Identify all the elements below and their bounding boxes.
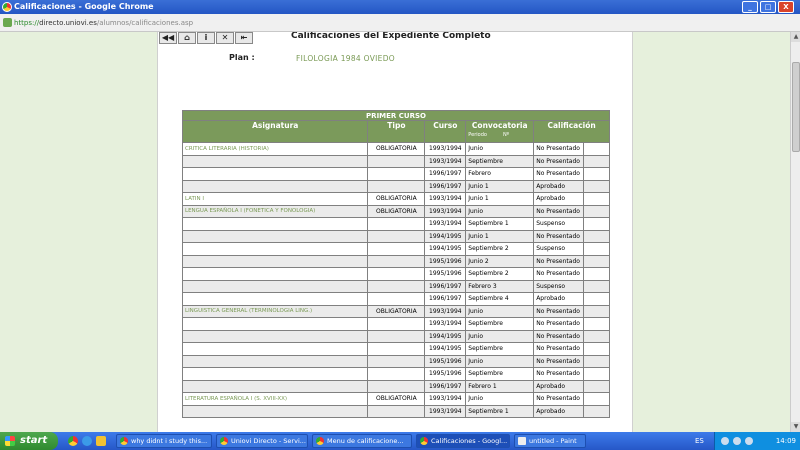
cell-asignatura xyxy=(183,168,368,181)
cell-extra xyxy=(584,343,610,356)
cell-calificacion: No Presentado xyxy=(534,143,584,156)
cell-tipo xyxy=(368,268,425,281)
cell-calificacion: No Presentado xyxy=(534,318,584,331)
cell-tipo xyxy=(368,230,425,243)
cell-tipo xyxy=(368,380,425,393)
cell-calificacion: No Presentado xyxy=(534,368,584,381)
cell-asignatura xyxy=(183,330,368,343)
cell-asignatura xyxy=(183,380,368,393)
info-icon[interactable]: i xyxy=(197,32,215,44)
cell-convocatoria: Febrero 3 xyxy=(466,280,534,293)
maximize-button[interactable]: □ xyxy=(760,1,776,13)
exit-icon[interactable]: ⇤ xyxy=(235,32,253,44)
cell-tipo: OBLIGATORIA xyxy=(368,305,425,318)
cell-extra xyxy=(584,168,610,181)
table-row xyxy=(183,305,610,318)
header-tipo: Tipo xyxy=(368,121,425,143)
cell-calificacion: No Presentado xyxy=(534,305,584,318)
table-row xyxy=(183,293,610,306)
cell-extra xyxy=(584,318,610,331)
windows-flag-icon xyxy=(5,436,15,446)
header-curso: Curso xyxy=(425,121,466,143)
cell-curso: 1994/1995 xyxy=(425,330,466,343)
cell-tipo xyxy=(368,343,425,356)
volume-tray-icon[interactable] xyxy=(745,437,753,445)
chrome-icon xyxy=(2,2,12,12)
cell-convocatoria: Septiembre xyxy=(466,343,534,356)
cell-asignatura xyxy=(183,230,368,243)
chrome-icon xyxy=(120,437,128,445)
cell-extra xyxy=(584,355,610,368)
window-title: Calificaciones - Google Chrome xyxy=(14,2,154,11)
cell-asignatura: CRITICA LITERARIA (HISTORIA) xyxy=(183,143,368,156)
cell-calificacion: No Presentado xyxy=(534,230,584,243)
cell-curso: 1993/1994 xyxy=(425,393,466,406)
table-row xyxy=(183,205,610,218)
cell-asignatura xyxy=(183,293,368,306)
table-row xyxy=(183,243,610,256)
taskbar-task-2[interactable] xyxy=(312,434,412,448)
ie-quicklaunch-icon[interactable] xyxy=(82,436,92,446)
cell-calificacion: No Presentado xyxy=(534,268,584,281)
page-toolbar xyxy=(159,32,253,44)
cell-calificacion: Aprobado xyxy=(534,293,584,306)
cell-curso: 1994/1995 xyxy=(425,343,466,356)
cell-asignatura xyxy=(183,368,368,381)
cell-asignatura xyxy=(183,268,368,281)
cell-tipo xyxy=(368,330,425,343)
scroll-down-icon[interactable]: ▼ xyxy=(791,422,800,432)
header-calificacion: Calificación xyxy=(534,121,610,143)
chrome-icon xyxy=(420,437,428,445)
cell-extra xyxy=(584,143,610,156)
cell-asignatura xyxy=(183,355,368,368)
table-row xyxy=(183,393,610,406)
cell-convocatoria: Septiembre xyxy=(466,318,534,331)
page-viewport xyxy=(0,32,800,432)
table-row xyxy=(183,368,610,381)
cell-curso: 1996/1997 xyxy=(425,293,466,306)
taskbar-task-0[interactable] xyxy=(116,434,212,448)
cell-asignatura: LATIN I xyxy=(183,193,368,206)
cell-extra xyxy=(584,293,610,306)
close-window-button[interactable]: X xyxy=(778,1,794,13)
taskbar-task-4[interactable] xyxy=(514,434,586,448)
cell-calificacion: No Presentado xyxy=(534,168,584,181)
cell-extra xyxy=(584,405,610,418)
cell-convocatoria: Septiembre 2 xyxy=(466,243,534,256)
cell-curso: 1993/1994 xyxy=(425,193,466,206)
cell-convocatoria: Septiembre xyxy=(466,368,534,381)
cell-tipo: OBLIGATORIA xyxy=(368,143,425,156)
cell-curso: 1995/1996 xyxy=(425,268,466,281)
cell-calificacion: No Presentado xyxy=(534,255,584,268)
table-row xyxy=(183,218,610,231)
cell-curso: 1993/1994 xyxy=(425,218,466,231)
cell-tipo xyxy=(368,243,425,256)
cell-curso: 1993/1994 xyxy=(425,205,466,218)
table-row xyxy=(183,268,610,281)
cell-curso: 1993/1994 xyxy=(425,318,466,331)
cell-tipo: OBLIGATORIA xyxy=(368,393,425,406)
cell-extra xyxy=(584,230,610,243)
page-title: Calificaciones del Expediente Completo xyxy=(291,32,491,41)
cell-tipo: OBLIGATORIA xyxy=(368,205,425,218)
cell-extra xyxy=(584,155,610,168)
cell-convocatoria: Junio 1 xyxy=(466,180,534,193)
cell-tipo xyxy=(368,368,425,381)
cell-curso: 1994/1995 xyxy=(425,230,466,243)
table-row xyxy=(183,155,610,168)
chrome-quicklaunch-icon[interactable] xyxy=(68,436,78,446)
cell-curso: 1996/1997 xyxy=(425,380,466,393)
window-title-bar xyxy=(0,0,800,14)
cell-convocatoria: Septiembre xyxy=(466,155,534,168)
cell-extra xyxy=(584,393,610,406)
cell-tipo xyxy=(368,168,425,181)
scroll-up-icon[interactable]: ▲ xyxy=(791,32,800,42)
cell-curso: 1995/1996 xyxy=(425,368,466,381)
cell-calificacion: Aprobado xyxy=(534,193,584,206)
scrollbar-thumb[interactable] xyxy=(792,62,800,152)
cell-convocatoria: Junio xyxy=(466,205,534,218)
cell-tipo xyxy=(368,155,425,168)
task-label: Uniovi Directo - Servi... xyxy=(231,437,306,445)
task-label: untitled - Paint xyxy=(529,437,577,445)
cell-calificacion: Suspenso xyxy=(534,280,584,293)
table-row xyxy=(183,193,610,206)
vertical-scrollbar[interactable] xyxy=(790,32,800,432)
cell-curso: 1996/1997 xyxy=(425,280,466,293)
cell-tipo: OBLIGATORIA xyxy=(368,193,425,206)
cell-convocatoria: Junio xyxy=(466,305,534,318)
cell-curso: 1995/1996 xyxy=(425,255,466,268)
header-numero: Nº xyxy=(502,132,510,138)
course-title: PRIMER CURSO xyxy=(183,111,610,121)
grades-body xyxy=(183,143,610,418)
cell-extra xyxy=(584,255,610,268)
cell-extra xyxy=(584,268,610,281)
header-convocatoria: Convocatoria Periodo Nº xyxy=(466,121,534,143)
table-row xyxy=(183,355,610,368)
cell-tipo xyxy=(368,180,425,193)
cell-asignatura: LITERATURA ESPAÑOLA I (S. XVIII-XX) xyxy=(183,393,368,406)
table-row xyxy=(183,343,610,356)
cell-asignatura xyxy=(183,155,368,168)
cell-asignatura xyxy=(183,243,368,256)
close-icon[interactable]: ✕ xyxy=(216,32,234,44)
cell-curso: 1993/1994 xyxy=(425,305,466,318)
cell-asignatura xyxy=(183,405,368,418)
task-label: Menu de calificacione... xyxy=(327,437,404,445)
table-row xyxy=(183,143,610,156)
cell-calificacion: No Presentado xyxy=(534,155,584,168)
cell-extra xyxy=(584,305,610,318)
header-periodo: Periodo xyxy=(468,132,487,138)
table-row xyxy=(183,168,610,181)
start-button[interactable]: start xyxy=(0,432,58,450)
cell-calificacion: No Presentado xyxy=(534,343,584,356)
table-row xyxy=(183,230,610,243)
cell-asignatura xyxy=(183,180,368,193)
help-tray-icon[interactable] xyxy=(721,437,729,445)
table-row xyxy=(183,318,610,331)
cell-tipo xyxy=(368,255,425,268)
cell-curso: 1993/1994 xyxy=(425,405,466,418)
cell-convocatoria: Junio 1 xyxy=(466,230,534,243)
task-label: Calificaciones - Googl... xyxy=(431,437,508,445)
cell-tipo xyxy=(368,218,425,231)
cell-asignatura xyxy=(183,318,368,331)
cell-tipo xyxy=(368,355,425,368)
cell-tipo xyxy=(368,293,425,306)
chrome-icon xyxy=(316,437,324,445)
back-icon[interactable]: ◀◀ xyxy=(159,32,177,44)
language-indicator[interactable]: ES xyxy=(695,437,704,445)
page-content xyxy=(157,32,633,432)
lock-icon xyxy=(3,18,12,27)
cell-calificacion: No Presentado xyxy=(534,330,584,343)
table-row xyxy=(183,405,610,418)
cell-extra xyxy=(584,380,610,393)
cell-tipo xyxy=(368,280,425,293)
cell-extra xyxy=(584,193,610,206)
cell-curso: 1993/1994 xyxy=(425,155,466,168)
chrome-icon xyxy=(220,437,228,445)
minimize-button[interactable]: _ xyxy=(742,1,758,13)
cell-asignatura: LINGUISTICA GENERAL (TERMINOLOGIA LING.) xyxy=(183,305,368,318)
table-row xyxy=(183,280,610,293)
cell-asignatura xyxy=(183,255,368,268)
taskbar xyxy=(0,432,800,450)
cell-calificacion: Suspenso xyxy=(534,218,584,231)
plan-value: FILOLOGIA 1984 OVIEDO xyxy=(296,54,395,63)
cell-calificacion: Aprobado xyxy=(534,180,584,193)
cell-calificacion: Suspenso xyxy=(534,243,584,256)
cell-convocatoria: Septiembre 4 xyxy=(466,293,534,306)
system-tray xyxy=(695,432,800,450)
cell-tipo xyxy=(368,405,425,418)
clock: 14:09 xyxy=(775,437,796,445)
cell-curso: 1993/1994 xyxy=(425,143,466,156)
table-row xyxy=(183,255,610,268)
cell-tipo xyxy=(368,318,425,331)
cell-extra xyxy=(584,205,610,218)
cell-convocatoria: Junio xyxy=(466,143,534,156)
cell-convocatoria: Septiembre 1 xyxy=(466,405,534,418)
cell-calificacion: Aprobado xyxy=(534,405,584,418)
paint-icon xyxy=(518,437,526,445)
cell-calificacion: No Presentado xyxy=(534,205,584,218)
cell-convocatoria: Septiembre 1 xyxy=(466,218,534,231)
header-asignatura: Asignatura xyxy=(183,121,368,143)
cell-asignatura xyxy=(183,280,368,293)
table-row xyxy=(183,180,610,193)
folder-quicklaunch-icon[interactable] xyxy=(96,436,106,446)
cell-calificacion: No Presentado xyxy=(534,393,584,406)
task-label: why didnt i study this... xyxy=(131,437,208,445)
cell-asignatura: LENGUA ESPAÑOLA I (FONETICA Y FONOLOGIA) xyxy=(183,205,368,218)
home-icon[interactable]: ⌂ xyxy=(178,32,196,44)
cell-convocatoria: Junio 2 xyxy=(466,255,534,268)
address-bar[interactable] xyxy=(0,14,800,32)
cell-extra xyxy=(584,243,610,256)
taskbar-task-3[interactable] xyxy=(416,434,510,448)
cell-extra xyxy=(584,280,610,293)
cell-calificacion: No Presentado xyxy=(534,355,584,368)
cell-asignatura xyxy=(183,343,368,356)
cell-curso: 1996/1997 xyxy=(425,180,466,193)
taskbar-task-1[interactable] xyxy=(216,434,308,448)
network-tray-icon[interactable] xyxy=(733,437,741,445)
cell-calificacion: Aprobado xyxy=(534,380,584,393)
cell-convocatoria: Junio 1 xyxy=(466,193,534,206)
cell-convocatoria: Febrero xyxy=(466,168,534,181)
cell-convocatoria: Junio xyxy=(466,393,534,406)
cell-curso: 1995/1996 xyxy=(425,355,466,368)
cell-curso: 1996/1997 xyxy=(425,168,466,181)
cell-extra xyxy=(584,180,610,193)
plan-label: Plan : xyxy=(229,53,255,62)
cell-asignatura xyxy=(183,218,368,231)
cell-extra xyxy=(584,330,610,343)
url-text[interactable]: https://directo.uniovi.es/alumnos/calificaciones.asp xyxy=(14,19,194,27)
table-row xyxy=(183,380,610,393)
cell-convocatoria: Junio xyxy=(466,330,534,343)
cell-extra xyxy=(584,218,610,231)
cell-convocatoria: Febrero 1 xyxy=(466,380,534,393)
cell-curso: 1994/1995 xyxy=(425,243,466,256)
cell-extra xyxy=(584,368,610,381)
table-row xyxy=(183,330,610,343)
cell-convocatoria: Junio xyxy=(466,355,534,368)
grades-table xyxy=(182,110,610,418)
cell-convocatoria: Septiembre 2 xyxy=(466,268,534,281)
